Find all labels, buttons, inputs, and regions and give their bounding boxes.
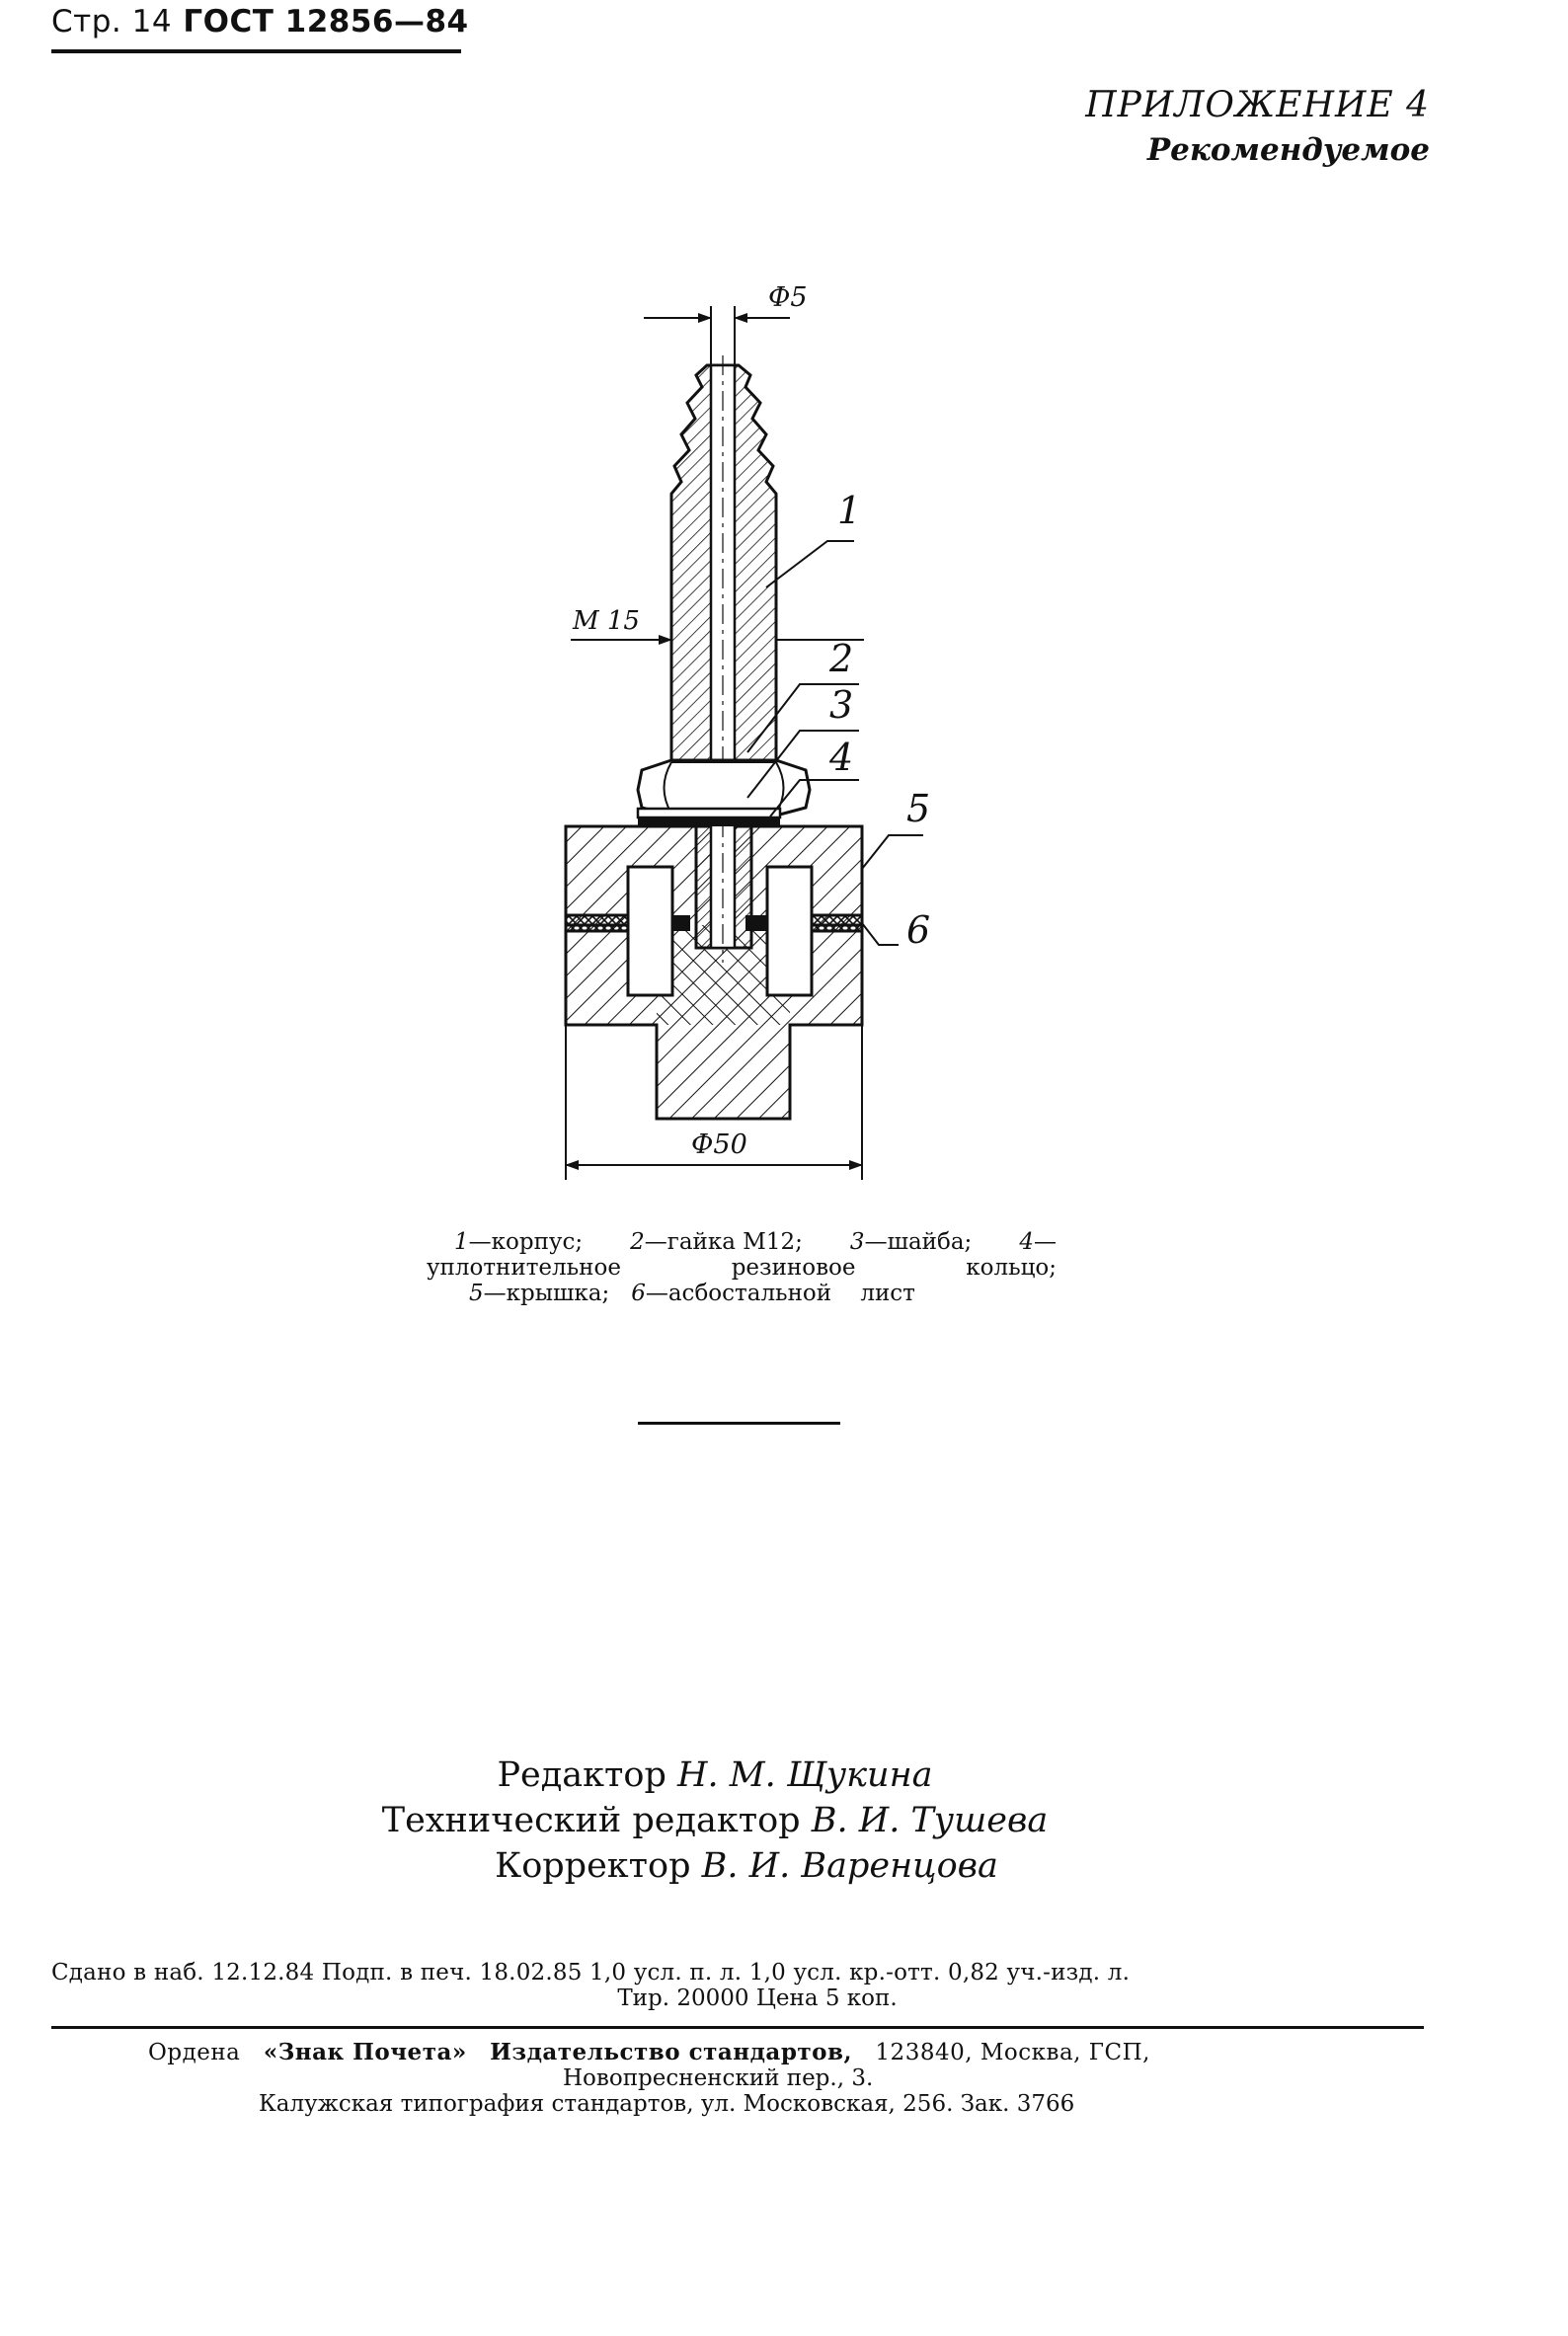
publisher-order: «Знак Почета»: [263, 2039, 467, 2065]
side-hole-left: [672, 915, 690, 931]
proofreader-role: Корректор: [495, 1846, 691, 1886]
caption-text-6: —асбостальной: [645, 1281, 832, 1306]
caption-line-2: [427, 1255, 1057, 1281]
editor-name: Н. М. Щукина: [677, 1755, 933, 1795]
tech-editor-role: Технический редактор: [381, 1801, 801, 1840]
figure-caption: [415, 1229, 1057, 1306]
caption-num-6: 6: [631, 1281, 646, 1306]
caption-text-1: —корпус;: [468, 1229, 584, 1255]
publisher-line-1: [148, 2040, 1333, 2065]
callout-2: 2: [829, 637, 854, 680]
callout-3: 3: [829, 683, 854, 727]
asbestos-sheet-right: [812, 915, 862, 931]
imprint-line-2: Тир. 20000 Цена 5 коп.: [617, 1986, 898, 2011]
publisher-address-1: 123840, Москва, ГСП,: [875, 2040, 1150, 2065]
dim-d5-label: Ф5: [768, 282, 808, 313]
dim-d50-label: Ф50: [691, 1129, 747, 1160]
page-number: Стр. 14: [51, 4, 173, 39]
publisher-line-3: Калужская типография стандартов, ул. Московская, 256. Зак. 3766: [259, 2091, 1075, 2117]
appendix-title: ПРИЛОЖЕНИЕ 4: [1085, 85, 1430, 125]
caption-text-4: —: [1034, 1229, 1057, 1255]
caption-num-5: 5: [469, 1281, 484, 1306]
caption-num-1: 1: [454, 1229, 469, 1255]
callout-1: 1: [837, 489, 862, 532]
proofreader-line: [0, 1843, 1530, 1889]
imprint-line-1: Сдано в наб. 12.12.84 Подп. в печ. 18.02.85 1,0 усл. п. л. 1,0 усл. кр.-отт. 0,82 уч.-изд. л.: [51, 1960, 1131, 1986]
tech-editor-name: В. И. Тушева: [811, 1801, 1049, 1840]
caption-text-3: —шайба;: [864, 1229, 973, 1255]
caption-line-1: [415, 1229, 1057, 1255]
rubber-ring: [638, 818, 780, 826]
dimension-d5: [644, 282, 808, 365]
caption-word-3: кольцо;: [966, 1255, 1057, 1281]
editor-line: [0, 1752, 1499, 1798]
publisher-prefix: Ордена: [148, 2040, 241, 2065]
cavity-right: [767, 867, 812, 995]
appendix-subtitle: Рекомендуемое: [1146, 132, 1430, 168]
proofreader-name: В. И. Варенцова: [701, 1846, 998, 1886]
caption-word-1: уплотнительное: [427, 1255, 621, 1281]
callout-4: 4: [829, 736, 854, 779]
callout-6: 6: [906, 908, 931, 952]
caption-num-2: 2: [630, 1229, 645, 1255]
callout-5: 5: [906, 787, 931, 830]
caption-line-3: [415, 1281, 1057, 1306]
caption-text-5: —крышка;: [483, 1281, 610, 1306]
editor-role: Редактор: [497, 1755, 666, 1795]
dim-m15-label: М 15: [573, 606, 640, 636]
tech-editor-line: [0, 1798, 1499, 1843]
nut: [638, 760, 810, 816]
imprint-rule: [51, 2026, 1424, 2029]
caption-text-7: лист: [860, 1281, 915, 1306]
publisher-house: Издательство стандартов,: [490, 2039, 852, 2065]
asbestos-sheet-left: [566, 915, 628, 931]
section-separator: [638, 1422, 840, 1425]
cavity-left: [628, 867, 672, 995]
caption-text-2: —гайка М12;: [644, 1229, 803, 1255]
standard-number: ГОСТ 12856—84: [183, 4, 469, 39]
caption-num-3: 3: [849, 1229, 865, 1255]
caption-word-2: резиновое: [731, 1255, 856, 1281]
caption-num-4: 4: [1019, 1229, 1034, 1255]
publisher-line-2: Новопресненский пер., 3.: [563, 2065, 874, 2091]
washer: [638, 809, 780, 818]
